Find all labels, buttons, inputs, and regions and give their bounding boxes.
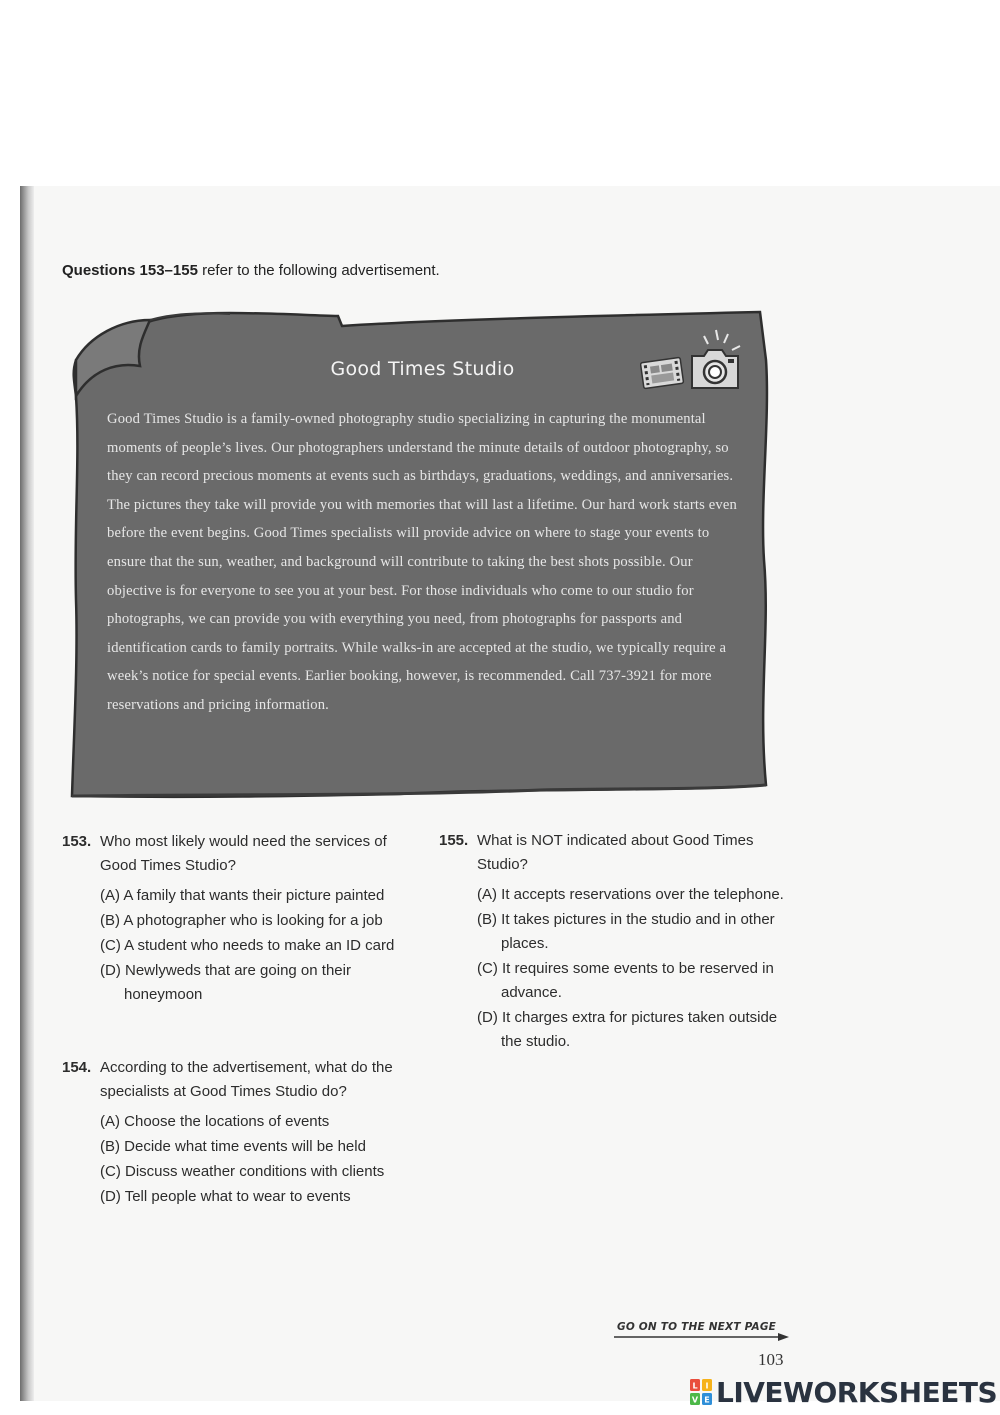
question-number: 153. bbox=[62, 833, 92, 850]
question-number: 155. bbox=[439, 832, 469, 849]
page-binding-shadow bbox=[20, 186, 34, 1401]
question-number: 154. bbox=[62, 1059, 92, 1076]
answer-option-c[interactable]: (C) Discuss weather conditions with clients bbox=[100, 1163, 385, 1180]
question-text: What is NOT indicated about Good Times Studio? bbox=[477, 832, 754, 873]
answer-option-c[interactable]: (C) A student who needs to make an ID card bbox=[100, 937, 395, 954]
answer-options bbox=[100, 1110, 422, 1209]
liveworksheets-watermark bbox=[690, 1374, 997, 1410]
film-strip-icon bbox=[640, 356, 686, 390]
advertisement-body: Good Times Studio is a family-owned photography studio specializing in capturing the monumental moments of people’s lives. Our photographers understand the minute details of outdoor photography, so they can record precious moments at events such as birthdays, graduations, weddings, and anniversaries. The pictures they take will provide you with memories that will last a lifetime. Our hard work starts even before the event begins. Good Times specialists will provide advice on where to stage your events to ensure that the sun, weather, and background will contribute to taking the best shots possible. Our objective is for everyone to see you at your best. For those individuals who come to our studio for photographs, we can provide you with everything you need, from photographs for passports and identification cards to family portraits. While walks-in are accepted at the studio, we typically require a week’s notice for special events. Earlier booking, however, is recommended. Call 737-3921 for more reservations and pricing information. bbox=[107, 411, 737, 713]
question-text: Who most likely would need the services of Good Times Studio? bbox=[100, 833, 387, 874]
question-153 bbox=[62, 830, 422, 1008]
intro-text: refer to the following advertisement. bbox=[197, 262, 440, 279]
question-155 bbox=[439, 829, 784, 1055]
questions-intro bbox=[62, 262, 440, 279]
answer-option-b[interactable]: (B) A photographer who is looking for a job bbox=[100, 912, 383, 929]
answer-option-c[interactable]: (C) It requires some events to be reserved in advance. bbox=[477, 960, 774, 1001]
question-text: According to the advertisement, what do the specialists at Good Times Studio do? bbox=[100, 1059, 393, 1100]
answer-option-d[interactable]: (D) Newlyweds that are going on their honeymoon bbox=[100, 962, 351, 1003]
answer-option-a[interactable]: (A) It accepts reservations over the telephone. bbox=[477, 886, 784, 903]
answer-options bbox=[100, 884, 422, 1007]
watermark-text: LIVEWORKSHEETS bbox=[716, 1375, 998, 1409]
intro-question-range: Questions 153–155 bbox=[62, 262, 198, 279]
answer-option-d[interactable]: (D) Tell people what to wear to events bbox=[100, 1188, 351, 1205]
answer-options bbox=[477, 883, 784, 1054]
answer-option-b[interactable]: (B) It takes pictures in the studio and in other places. bbox=[477, 911, 775, 952]
page-number: 103 bbox=[758, 1350, 784, 1369]
answer-option-a[interactable]: (A) Choose the locations of events bbox=[100, 1113, 330, 1130]
advertisement-title: Good Times Studio bbox=[330, 358, 515, 380]
question-154 bbox=[62, 1056, 422, 1210]
next-page-label: GO ON TO THE NEXT PAGE bbox=[617, 1321, 777, 1333]
answer-option-d[interactable]: (D) It charges extra for pictures taken outside the studio. bbox=[477, 1009, 778, 1050]
svg-text:I: I bbox=[705, 1381, 709, 1391]
liveworksheets-logo-icon bbox=[690, 1379, 712, 1405]
answer-option-b[interactable]: (B) Decide what time events will be held bbox=[100, 1138, 366, 1155]
camera-icon bbox=[688, 328, 744, 392]
svg-text:E: E bbox=[704, 1395, 710, 1405]
answer-option-a[interactable]: (A) A family that wants their picture painted bbox=[100, 887, 385, 904]
arrow-right-icon bbox=[614, 1333, 790, 1341]
svg-text:L: L bbox=[692, 1381, 698, 1391]
svg-text:V: V bbox=[691, 1395, 699, 1405]
